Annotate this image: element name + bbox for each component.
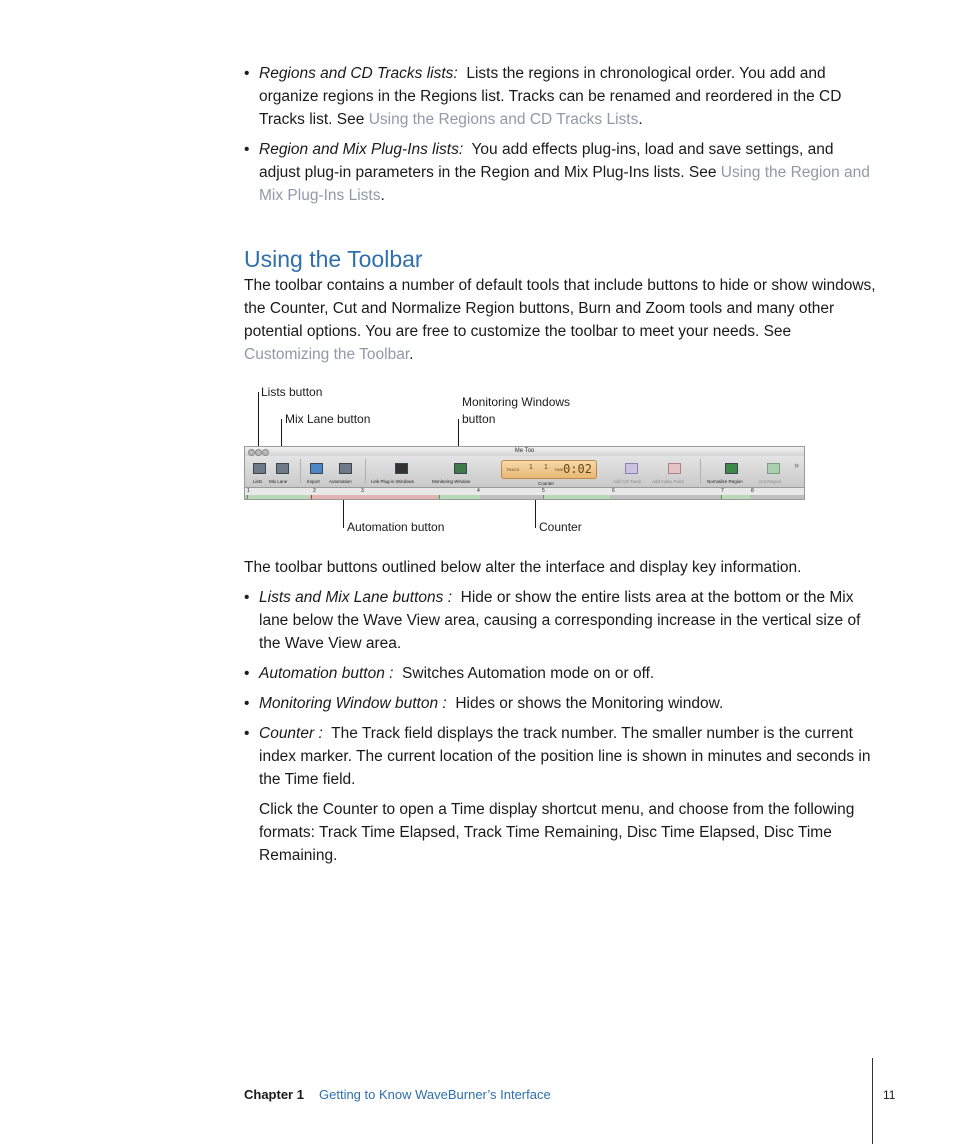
footer-divider bbox=[872, 1058, 873, 1144]
zoom-window-icon bbox=[262, 449, 269, 456]
close-window-icon bbox=[248, 449, 255, 456]
window-title: Me Too bbox=[514, 448, 535, 454]
callout-counter: Counter bbox=[539, 520, 582, 534]
counter-time-value: 0:02 bbox=[563, 462, 592, 476]
footer-chapter-title[interactable]: Getting to Know WaveBurner’s Interface bbox=[319, 1087, 551, 1102]
page-number: 11 bbox=[883, 1088, 896, 1102]
minimize-window-icon bbox=[255, 449, 262, 456]
tool-label: Lists bbox=[253, 479, 263, 484]
link-plugin-windows-icon bbox=[395, 463, 408, 474]
counter-display[interactable] bbox=[501, 460, 597, 479]
counter-index-value: 1 bbox=[544, 464, 548, 471]
bullet-text: Hide or show the entire lists area at the bottom or the Mix lane below the Wave View area, causing a corresponding increase in the vertical size of the Wave View area. bbox=[259, 589, 861, 652]
bullet-dot: • bbox=[244, 141, 250, 158]
bullet-text: The Track field displays the track number. The smaller number is the current index marker. The current location of the position line is shown in minutes and seconds in the Time field. bbox=[259, 725, 871, 788]
bullet-term: Lists and Mix Lane buttons : bbox=[259, 589, 453, 606]
region-block bbox=[721, 495, 750, 500]
ruler-mark: 5 bbox=[542, 488, 545, 494]
region-block bbox=[543, 495, 610, 500]
bullet-term: Automation button : bbox=[259, 665, 394, 682]
automation-icon bbox=[339, 463, 352, 474]
bullet-automation bbox=[244, 662, 876, 685]
add-cd-track-icon bbox=[625, 463, 638, 474]
tool-label: Normalize Region bbox=[707, 479, 743, 484]
ruler-mark: 6 bbox=[612, 488, 615, 494]
tool-label: Import bbox=[307, 479, 320, 484]
region-block bbox=[311, 495, 438, 500]
tool-label: Link Plug-in Windows bbox=[371, 479, 415, 484]
tool-label: Cut Region bbox=[759, 479, 782, 484]
bullet-dot: • bbox=[244, 589, 250, 606]
mix-lane-icon bbox=[276, 463, 289, 474]
bullet-regions-cd-tracks bbox=[244, 62, 876, 131]
bullet-after: . bbox=[380, 187, 385, 204]
tool-label: Monitoring Window bbox=[432, 479, 471, 484]
bullet-term: Counter : bbox=[259, 725, 323, 742]
toolbar-screenshot bbox=[244, 446, 805, 500]
toolbar-overflow-icon[interactable]: » bbox=[794, 460, 800, 470]
ruler-mark: 2 bbox=[313, 488, 316, 494]
counter-followup: Click the Counter to open a Time display shortcut menu, and choose from the following formats: Track Time Elapsed, Track Time Remaining, Disc Time Elapsed, Disc Time Remaining. bbox=[259, 801, 855, 864]
bullet-text: Lists the regions in chronological order. You add and organize regions in the Regions list. Tracks can be renamed and reordered in the CD Tracks list. See bbox=[259, 65, 842, 128]
callout-mix-lane-button: Mix Lane button bbox=[285, 412, 371, 426]
section-intro bbox=[244, 274, 876, 366]
section-title: Using the Toolbar bbox=[244, 246, 423, 272]
bullet-term: Regions and CD Tracks lists: bbox=[259, 65, 458, 82]
region-block bbox=[247, 495, 310, 500]
counter-time-label: TIME bbox=[554, 467, 564, 472]
bullet-text: Hides or shows the Monitoring window. bbox=[455, 695, 724, 712]
toolbar-separator bbox=[300, 459, 301, 483]
ruler-mark: 1 bbox=[247, 488, 250, 494]
footer-chapter: Chapter 1 bbox=[244, 1087, 304, 1102]
track-regions bbox=[245, 495, 804, 500]
tool-label: Counter bbox=[538, 481, 555, 486]
toolbar-separator bbox=[700, 459, 701, 483]
toolbar bbox=[245, 456, 804, 487]
bullet-text: You add effects plug-ins, load and save settings, and adjust plug-in parameters in the Region and Mix Plug-Ins lists. See bbox=[259, 141, 834, 181]
link-regions-cd-tracks[interactable]: Using the Regions and CD Tracks Lists bbox=[368, 111, 639, 128]
monitoring-window-icon bbox=[454, 463, 467, 474]
bullet-term: Monitoring Window button : bbox=[259, 695, 447, 712]
ruler-mark: 8 bbox=[751, 488, 754, 494]
ruler-mark: 7 bbox=[721, 488, 724, 494]
counter-track-value: 1 bbox=[529, 464, 533, 471]
bullet-term: Region and Mix Plug-Ins lists: bbox=[259, 141, 464, 158]
intro-text: The toolbar contains a number of default tools that include buttons to hide or show windows, the Counter, Cut and Normalize Region buttons, Burn and Zoom tools and many other potential options. You are free to customize the toolbar to meet your needs. See bbox=[244, 277, 876, 340]
link-customizing-toolbar[interactable]: Customizing the Toolbar bbox=[244, 346, 410, 363]
counter-track-label: TRACK bbox=[506, 467, 520, 472]
bullet-monitoring-window bbox=[244, 692, 876, 715]
bullet-lists-mix-lane bbox=[244, 586, 876, 655]
tool-label: Mix Lane bbox=[269, 479, 288, 484]
tool-label: Add Index Point bbox=[652, 479, 684, 484]
callout-monitoring-windows-button: Monitoring Windows button bbox=[462, 395, 571, 426]
intro-after: . bbox=[409, 346, 414, 363]
ruler-mark: 3 bbox=[361, 488, 364, 494]
bullet-dot: • bbox=[244, 695, 250, 712]
import-icon bbox=[310, 463, 323, 474]
cut-region-icon bbox=[767, 463, 780, 474]
callout-lists-button: Lists button bbox=[261, 385, 323, 399]
ruler-mark: 4 bbox=[477, 488, 480, 494]
bullet-region-mix-plugins bbox=[244, 138, 876, 207]
bullet-text: Switches Automation mode on or off. bbox=[402, 665, 655, 682]
link-region-mix-plugins[interactable]: Using the Region and Mix Plug-Ins Lists bbox=[259, 164, 870, 204]
bullet-dot: • bbox=[244, 725, 250, 742]
bullet-dot: • bbox=[244, 665, 250, 682]
bullet-after: . bbox=[638, 111, 643, 128]
tool-label: Automation bbox=[329, 479, 352, 484]
lead-sentence: The toolbar buttons outlined below alter the interface and display key information. bbox=[244, 559, 802, 576]
bullet-dot: • bbox=[244, 65, 250, 82]
normalize-region-icon bbox=[725, 463, 738, 474]
bullet-counter bbox=[244, 722, 876, 791]
tool-label: Add CD Track bbox=[613, 479, 642, 484]
lists-icon bbox=[253, 463, 266, 474]
add-index-point-icon bbox=[668, 463, 681, 474]
callout-automation-button: Automation button bbox=[347, 520, 445, 534]
region-block bbox=[439, 495, 480, 500]
toolbar-separator bbox=[365, 459, 366, 483]
